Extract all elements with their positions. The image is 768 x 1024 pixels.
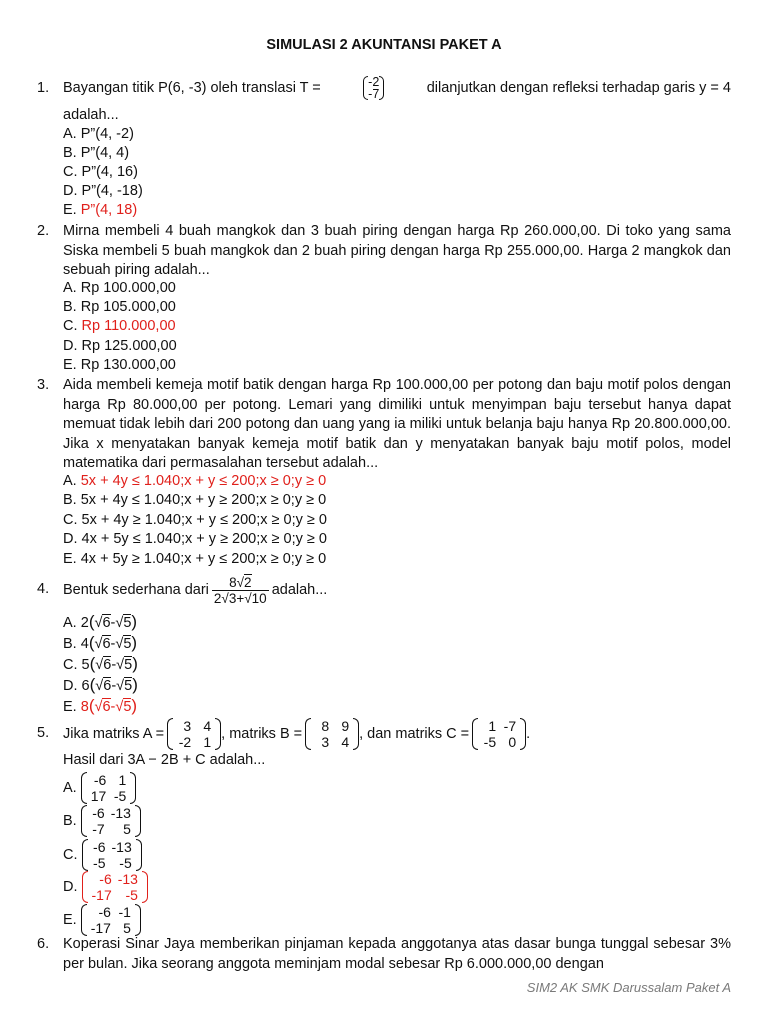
- q1-answer-key: P”(4, 18): [80, 202, 138, 218]
- fraction-numerator: 8√2: [212, 575, 269, 591]
- q1-option-a: A. P”(4, -2): [63, 126, 134, 142]
- vector-bottom: -7: [368, 87, 380, 101]
- q3-option-e: E. 4x + 5y ≥ 1.040;x + y ≤ 200;x ≥ 0;y ≥ 0: [63, 551, 327, 567]
- q3-option-b: B. 5x + 4y ≤ 1.040;x + y ≥ 200;x ≥ 0;y ≥ 0: [63, 492, 327, 508]
- question-1-number: 1.: [37, 80, 50, 96]
- q3-option-c: C. 5x + 4y ≥ 1.040;x + y ≤ 200;x ≥ 0;y ≥ 0: [63, 512, 327, 528]
- matrix-a: 3 4 -2 1: [167, 718, 221, 750]
- q4-option-b: B. 4(√6-√5): [63, 633, 138, 652]
- q3-option-d: D. 4x + 5y ≤ 1.040;x + y ≥ 200;x ≥ 0;y ≥ 0: [63, 531, 327, 547]
- question-3-text: Aida membeli kemeja motif batik dengan harga Rp 100.000,00 per potong dan baju motif polos dengan harga Rp 80.000,00 per potong. Lemari yang dimiliki untuk menyimpan baju tersebut hanya dapat memuat tidak lebih dari 200 potong dan uang yang ia miliki untuk belanja baju hanya Rp 20.800.000,00. Jika x menyatakan banyak kemeja motif batik dan y menyatakan banyak baju motif polos, model matematika dari permasalahan tersebut adalah...: [63, 377, 731, 471]
- q1-option-e: E. P”(4, 18): [63, 202, 138, 218]
- q1-option-d: D. P”(4, -18): [63, 183, 143, 199]
- q5-option-c: C. -6 -13 -5 -5: [63, 839, 142, 871]
- q5-option-d: D. -6 -13 -17 -5: [63, 871, 148, 903]
- q5-option-c-matrix: -6 -13 -5 -5: [82, 839, 142, 871]
- question-5-text-c: , dan matriks C =: [359, 725, 470, 742]
- question-2-text: Mirna membeli 4 buah mangkok dan 3 buah piring dengan harga Rp 260.000,00. Di toko yang sama Siska membeli 5 buah mangkok dan 2 buah piring dengan harga Rp 255.000,00. Harga 2 mangkok dan sebuah piring adalah...: [63, 223, 731, 278]
- question-5-text-b: , matriks B =: [221, 725, 303, 742]
- q3-option-a: A. 5x + 4y ≤ 1.040;x + y ≤ 200;x ≥ 0;y ≥ 0: [63, 473, 327, 489]
- question-1-text-c: adalah...: [63, 107, 119, 123]
- q4-option-a: A. 2(√6-√5): [63, 612, 138, 631]
- question-4-number: 4.: [37, 581, 50, 597]
- question-6-number: 6.: [37, 936, 50, 952]
- question-5-text-a: Jika matriks A =: [63, 725, 165, 742]
- vector-top: -2: [368, 75, 380, 89]
- q4-answer-key: 8(√6-√5): [80, 696, 138, 715]
- page-footer: SIM2 AK SMK Darussalam Paket A: [526, 980, 731, 995]
- question-4-text-a: Bentuk sederhana dari: [63, 581, 209, 598]
- document-title: SIMULASI 2 AKUNTANSI PAKET A: [266, 37, 502, 53]
- question-6-text: Koperasi Sinar Jaya memberikan pinjaman kepada anggotanya atas dasar bunga tunggal sebesar 3% per bulan. Jika seorang anggota meminjam modal sebesar Rp 6.000.000,00 dengan: [63, 936, 731, 972]
- q2-option-a: A. Rp 100.000,00: [63, 280, 176, 296]
- q4-option-e: E. 8(√6-√5): [63, 696, 138, 715]
- question-1-stem: [63, 71, 731, 105]
- question-5-number: 5.: [37, 725, 50, 741]
- question-4-stem: [63, 572, 327, 608]
- q5-option-e: E. -6 -1 -17 5: [63, 904, 141, 936]
- question-1-text-b: dilanjutkan dengan refleksi terhadap garis y = 4: [426, 79, 731, 96]
- question-4-text-b: adalah...: [271, 581, 328, 598]
- translation-vector: [363, 76, 384, 100]
- q5-option-b-matrix: -6 -13 -7 5: [81, 805, 141, 837]
- question-5-text-e: Hasil dari 3A − 2B + C adalah...: [63, 752, 266, 768]
- question-5-text-d: .: [526, 725, 531, 742]
- q2-option-c: C. Rp 110.000,00: [63, 318, 176, 334]
- q5-option-b: B. -6 -13 -7 5: [63, 805, 141, 837]
- q1-option-c: C. P”(4, 16): [63, 164, 138, 180]
- q5-answer-key-matrix: -6 -13 -17 -5: [82, 871, 148, 903]
- q3-answer-key: 5x + 4y ≤ 1.040;x + y ≤ 200;x ≥ 0;y ≥ 0: [80, 473, 327, 489]
- fraction-expression: [212, 575, 269, 606]
- question-1-text-a: Bayangan titik P(6, -3) oleh translasi T =: [63, 79, 321, 96]
- q2-option-b: B. Rp 105.000,00: [63, 299, 176, 315]
- q2-option-e: E. Rp 130.000,00: [63, 357, 176, 373]
- q4-option-c: C. 5(√6-√5): [63, 654, 138, 673]
- q2-answer-key: Rp 110.000,00: [81, 318, 176, 334]
- matrix-b: 8 9 3 4: [305, 718, 359, 750]
- q5-option-a: A. -6 1 17 -5: [63, 772, 136, 804]
- matrix-c: 1 -7 -5 0: [472, 718, 526, 750]
- q2-option-d: D. Rp 125.000,00: [63, 338, 177, 354]
- fraction-denominator: 2√3+√10: [213, 590, 267, 606]
- question-2-number: 2.: [37, 223, 50, 239]
- q5-option-e-matrix: -6 -1 -17 5: [81, 904, 141, 936]
- question-5-stem: [63, 716, 530, 752]
- question-3-number: 3.: [37, 377, 50, 393]
- q5-option-a-matrix: -6 1 17 -5: [81, 772, 137, 804]
- q1-option-b: B. P”(4, 4): [63, 145, 130, 161]
- q4-option-d: D. 6(√6-√5): [63, 675, 138, 694]
